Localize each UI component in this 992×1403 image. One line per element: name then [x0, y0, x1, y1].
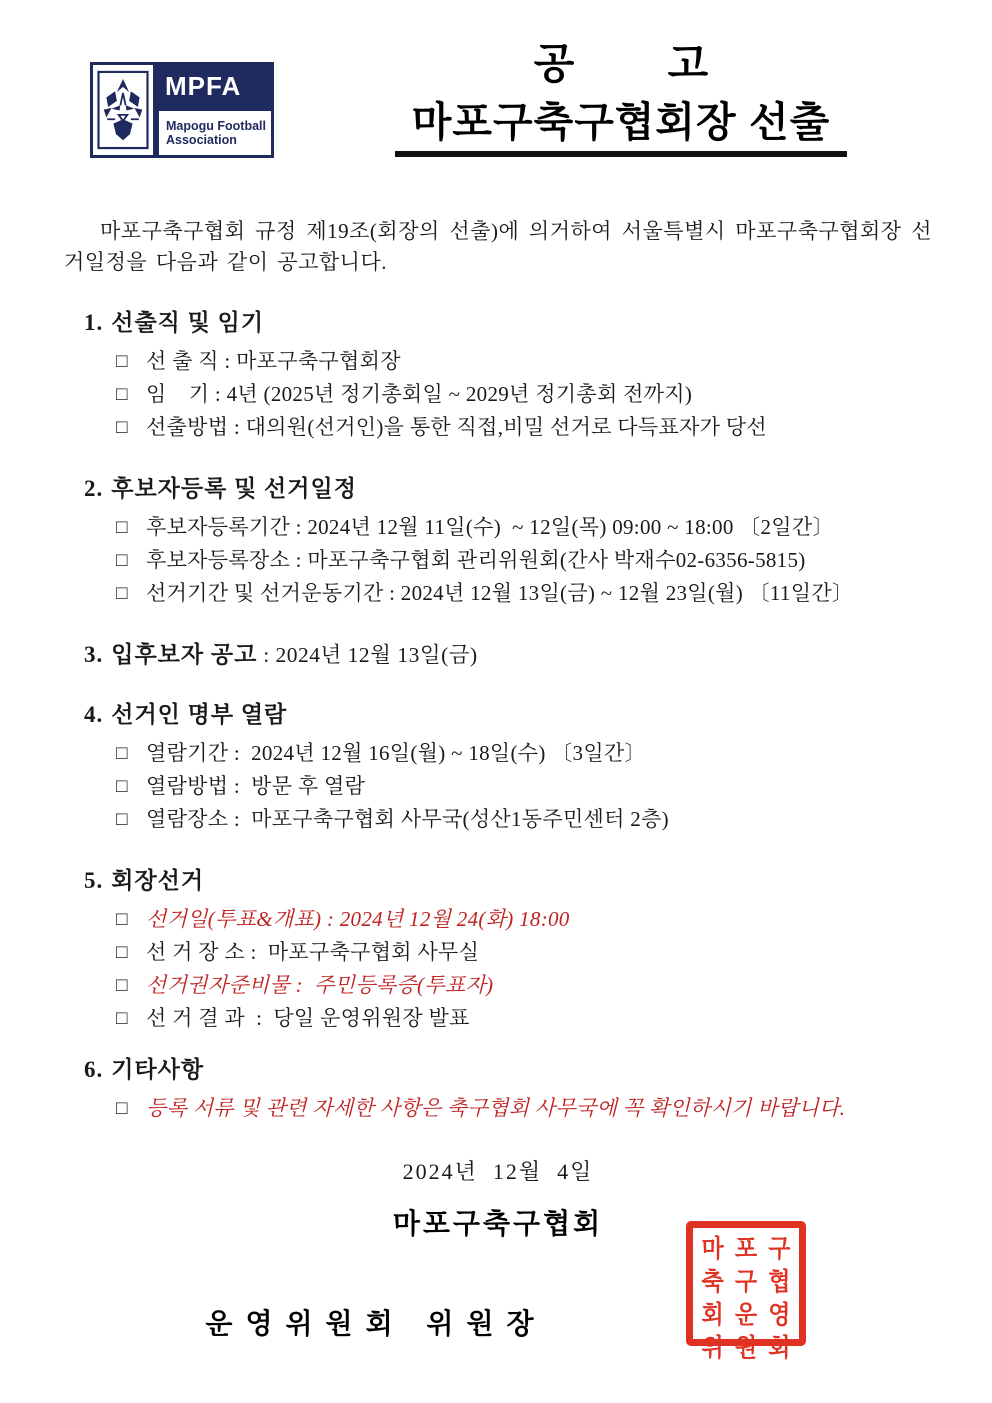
logo-org-line1: Mapogu Football — [166, 119, 266, 133]
document-body — [0, 216, 992, 1242]
announcement-date: 2024년 12월 4일 — [402, 1159, 594, 1184]
section-elected-position — [84, 308, 932, 444]
list-item — [116, 345, 932, 378]
section-president-election — [84, 866, 932, 1035]
list-item — [116, 1092, 932, 1125]
checkbox-icon: □ — [116, 351, 128, 372]
title-block — [280, 40, 962, 157]
intro-paragraph: 마포구축구협회 규정 제19조(회장의 선출)에 의거하여 서울특별시 마포구축구협회장 선거일정을 다음과 같이 공고합니다. — [64, 219, 932, 274]
section-number: 1. — [84, 310, 104, 335]
item-text: 선거권자준비물 : 주민등록증(투표자) — [146, 973, 494, 997]
section-number: 4. — [84, 702, 104, 727]
logo-abbr: MPFA — [156, 62, 274, 111]
logo-text-block — [156, 62, 274, 158]
item-text: 선 거 결 과 : 당일 운영위원장 발표 — [146, 1006, 470, 1030]
section-heading — [84, 308, 932, 338]
seal-char: 운 — [734, 1301, 758, 1329]
checkbox-icon: □ — [116, 809, 128, 830]
item-text: 후보자등록기간 : 2024년 12월 11일(수) ~ 12일(목) 09:00 ~ 18:00 〔2일간〕 — [146, 515, 834, 539]
checkbox-icon: □ — [116, 743, 128, 764]
section-title: 선출직 및 임기 — [111, 310, 265, 335]
item-text: 선 출 직 : 마포구축구협회장 — [146, 349, 401, 373]
tiger-emblem — [90, 62, 156, 158]
checkbox-icon: □ — [116, 384, 128, 405]
seal-char: 위 — [701, 1334, 724, 1362]
official-seal — [686, 1221, 806, 1362]
seal-char: 구 — [768, 1235, 791, 1263]
checkbox-icon: □ — [116, 550, 128, 571]
section-heading — [84, 474, 932, 504]
list-item — [116, 544, 932, 577]
seal-char: 축 — [701, 1268, 724, 1296]
list-item — [116, 411, 932, 444]
seal-char: 영 — [768, 1301, 791, 1329]
checkbox-icon: □ — [116, 975, 128, 996]
seal-char: 구 — [734, 1268, 758, 1296]
list-item — [116, 737, 932, 770]
list-item — [116, 577, 932, 610]
section-heading — [84, 640, 932, 670]
checkbox-icon: □ — [116, 1098, 128, 1119]
checkbox-icon: □ — [116, 1008, 128, 1029]
item-text: 열람장소 : 마포구축구협회 사무국(성산1동주민센터 2층) — [146, 807, 669, 831]
section-other-notes — [84, 1055, 932, 1125]
section-title: 후보자등록 및 선거일정 — [111, 476, 357, 501]
logo-org-name — [156, 111, 274, 158]
seal-char: 마 — [701, 1235, 724, 1263]
association-logo — [90, 62, 274, 158]
section-candidate-registration — [84, 474, 932, 610]
section-heading — [84, 866, 932, 896]
checkbox-icon: □ — [116, 583, 128, 604]
section-candidate-announcement — [84, 640, 932, 670]
document-header — [0, 0, 992, 172]
item-text: 선출방법 : 대의원(선거인)을 통한 직접,비밀 선거로 다득표자가 당선 — [146, 415, 767, 439]
section-heading — [84, 700, 932, 730]
list-item — [116, 511, 932, 544]
seal-char: 협 — [768, 1268, 791, 1296]
section-number: 5. — [84, 868, 104, 893]
signer-title: 운영위원회 위원장 — [205, 1308, 547, 1339]
item-text: 열람기간 : 2024년 12월 16일(월) ~ 18일(수) 〔3일간〕 — [146, 741, 646, 765]
section-suffix: : 2024년 12월 13일(금) — [257, 643, 478, 667]
item-text: 선거일(투표&개표) : 2024년 12월 24(화) 18:00 — [146, 907, 570, 931]
section-title: 회장선거 — [111, 868, 205, 893]
item-text: 후보자등록장소 : 마포구축구협회 관리위원회(간사 박재수02-6356-5815) — [146, 548, 806, 572]
section-number: 3. — [84, 642, 104, 667]
item-text: 등록 서류 및 관련 자세한 사항은 축구협회 사무국에 꼭 확인하시기 바랍니다. — [146, 1096, 846, 1120]
list-item — [116, 969, 932, 1002]
list-item — [116, 1002, 932, 1035]
section-title: 선거인 명부 열람 — [111, 702, 288, 727]
item-text: 선 거 장 소 : 마포구축구협회 사무실 — [146, 940, 480, 964]
checkbox-icon: □ — [116, 517, 128, 538]
checkbox-icon: □ — [116, 776, 128, 797]
section-title: 기타사항 — [111, 1057, 205, 1082]
checkbox-icon: □ — [116, 417, 128, 438]
section-number: 6. — [84, 1057, 104, 1082]
logo-org-line2: Association — [166, 133, 237, 147]
seal-char: 회 — [701, 1301, 724, 1329]
tiger-icon — [95, 67, 151, 153]
list-item — [116, 803, 932, 836]
list-item — [116, 770, 932, 803]
checkbox-icon: □ — [116, 909, 128, 930]
seal-char: 회 — [768, 1334, 791, 1362]
list-item — [116, 936, 932, 969]
section-title: 입후보자 공고 — [111, 642, 258, 667]
checkbox-icon: □ — [116, 942, 128, 963]
seal-char: 원 — [734, 1334, 758, 1362]
item-text: 열람방법 : 방문 후 열람 — [146, 774, 366, 798]
organization-name: 마포구축구협회 — [392, 1208, 604, 1239]
list-item — [116, 378, 932, 411]
list-item — [116, 903, 932, 936]
page-title: 공 고 — [533, 40, 709, 87]
section-voter-roll — [84, 700, 932, 836]
page-subtitle: 마포구축구협회장 선출 — [395, 100, 847, 157]
seal-char: 포 — [734, 1235, 758, 1263]
item-text: 선거기간 및 선거운동기간 : 2024년 12월 13일(금) ~ 12월 23일(월) 〔11일간〕 — [146, 581, 854, 605]
item-text: 임 기 : 4년 (2025년 정기총회일 ~ 2029년 정기총회 전까지) — [146, 382, 693, 406]
section-number: 2. — [84, 476, 104, 501]
section-heading — [84, 1055, 932, 1085]
